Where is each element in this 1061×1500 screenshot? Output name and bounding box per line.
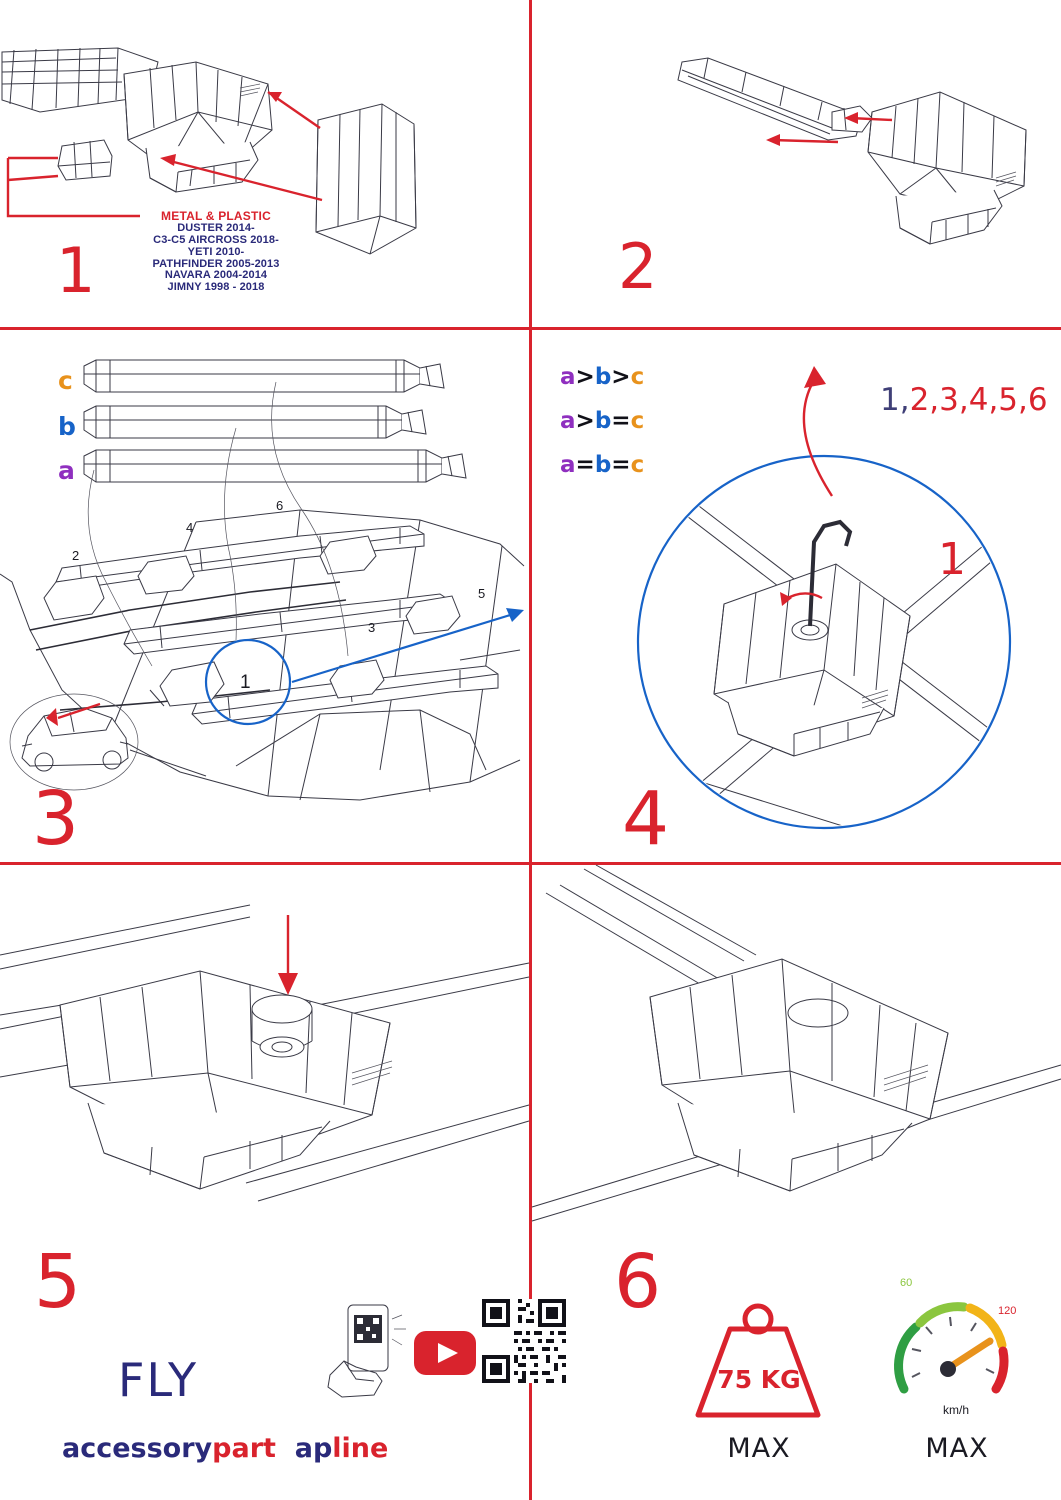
gauge-min-tick: 60 — [900, 1277, 913, 1289]
speed-unit-label: km/h — [942, 1403, 969, 1417]
callout-6: 6 — [276, 498, 284, 513]
callout-1: 1 — [240, 672, 251, 693]
note-title: METAL & PLASTIC — [161, 209, 271, 223]
tightening-sequence: 1,2,3,4,5,6 — [880, 382, 1048, 418]
equation-3: a=b=c — [560, 452, 645, 478]
detail-label-1: 1 — [938, 534, 966, 585]
weight-limit-icon — [688, 1297, 828, 1423]
step-number-2: 2 — [618, 230, 658, 303]
step-2-panel — [532, 0, 1061, 327]
callout-5: 5 — [478, 586, 486, 601]
speed-max-label: MAX — [925, 1433, 989, 1464]
step-6-illustration — [532, 865, 1061, 1285]
phone-scan-icon — [322, 1301, 410, 1401]
gauge-max-tick: 120 — [998, 1305, 1017, 1317]
weight-max-label: MAX — [727, 1433, 791, 1464]
callout-4: 4 — [186, 520, 194, 535]
bar-label-a: a — [58, 456, 75, 485]
step-number-4: 4 — [622, 776, 670, 862]
step-number-6: 6 — [614, 1239, 662, 1325]
step-1-panel — [0, 0, 529, 327]
weight-limit-value: 75 KG — [717, 1365, 801, 1394]
step-6-panel — [532, 865, 1061, 1500]
fly-wordmark: FLY — [118, 1353, 199, 1407]
metal-plastic-note — [116, 210, 316, 294]
callout-2: 2 — [72, 548, 80, 563]
bar-label-b: b — [58, 412, 76, 441]
step-2-illustration — [532, 0, 1061, 327]
equation-2: a>b=c — [560, 408, 645, 434]
vehicle-0: DUSTER 2014- — [177, 221, 255, 234]
vehicle-5: JIMNY 1998 - 2018 — [167, 281, 265, 294]
step-3-illustration — [0, 330, 529, 862]
callout-3: 3 — [368, 620, 376, 635]
step-number-1: 1 — [56, 234, 96, 307]
bar-label-c: c — [58, 366, 73, 395]
step-number-3: 3 — [32, 776, 80, 862]
brand-line: accessorypart apline — [62, 1433, 389, 1464]
vehicle-1: C3-C5 AIRCROSS 2018- — [153, 233, 279, 246]
vehicle-3: PATHFINDER 2005-2013 — [152, 257, 280, 270]
step-5-panel — [0, 865, 529, 1500]
equation-1: a>b>c — [560, 364, 645, 390]
step-3-panel — [0, 330, 529, 862]
vehicle-4: NAVARA 2004-2014 — [164, 269, 268, 282]
step-number-5: 5 — [34, 1239, 82, 1325]
step-4-panel — [532, 330, 1061, 862]
youtube-icon[interactable] — [414, 1331, 476, 1375]
vehicle-2: YETI 2010- — [187, 245, 245, 258]
step-5-illustration — [0, 865, 529, 1285]
